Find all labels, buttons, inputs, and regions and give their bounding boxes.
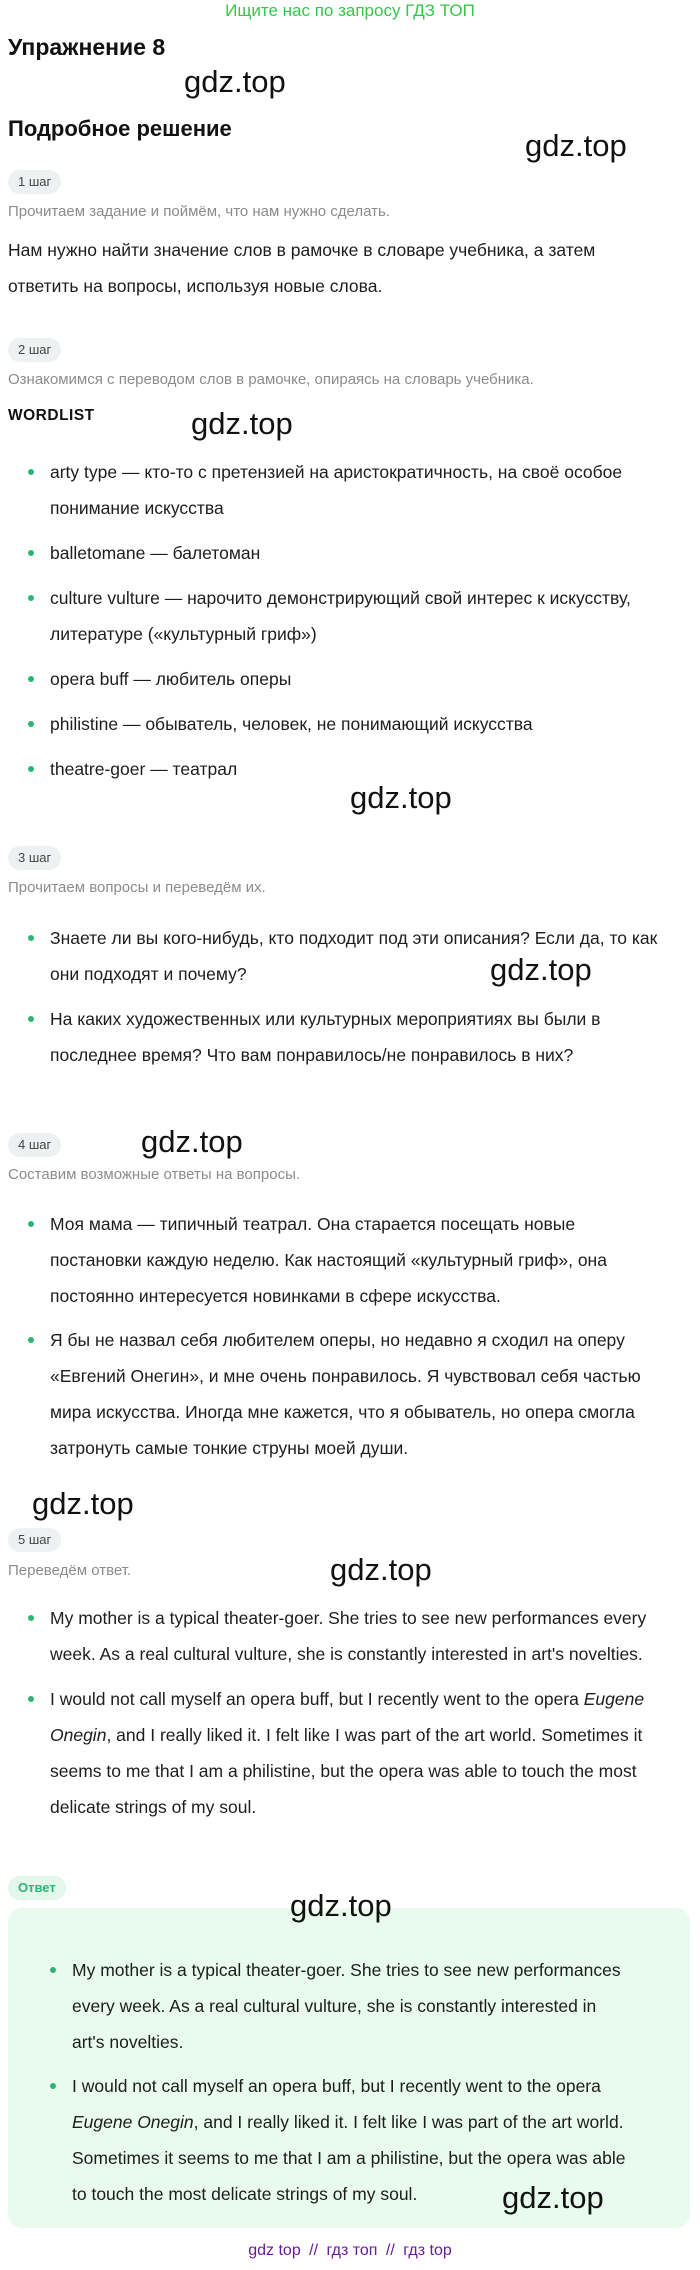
bullet-dot xyxy=(28,676,34,682)
text-line: culture vulture — нарочито демонстрирующий свой интерес к искусству, xyxy=(50,588,631,608)
list-item xyxy=(28,706,690,742)
bullet-dot xyxy=(28,1016,34,1022)
answer-badge: Ответ xyxy=(8,1876,66,1900)
top-banner: Ищите нас по запросу ГДЗ ТОП xyxy=(225,1,475,20)
list-item xyxy=(28,1600,690,1672)
list-item xyxy=(28,661,690,697)
text-line: мира искусства. Иногда мне кажется, что я обыватель, но опера смогла xyxy=(50,1402,635,1422)
text-line: to touch the most delicate strings of my soul. xyxy=(72,2184,418,2204)
step-text xyxy=(8,232,688,304)
watermark: gdz.top xyxy=(141,1124,243,1159)
list-item xyxy=(28,1001,690,1073)
footer xyxy=(0,2242,700,2260)
watermark: gdz.top xyxy=(350,780,452,815)
watermark: gdz.top xyxy=(32,1486,134,1521)
bullet-dot xyxy=(28,721,34,727)
bullet-dot xyxy=(28,1337,34,1343)
text-line: theatre-goer — театрал xyxy=(50,759,238,779)
list-item xyxy=(28,580,690,652)
step-badge: 4 шаг xyxy=(8,1133,61,1157)
bullet-dot xyxy=(28,469,34,475)
answer-item xyxy=(50,1952,680,2060)
text-line: philistine — обыватель, человек, не понимающий искусства xyxy=(50,714,533,734)
bullet-dot xyxy=(28,1221,34,1227)
step-badge: 2 шаг xyxy=(8,338,61,362)
step-badge: 3 шаг xyxy=(8,846,61,870)
text-line: «Евгений Онегин», и мне очень понравилось. Я чувствовал себя частью xyxy=(50,1366,641,1386)
text-line: balletomane — балетоман xyxy=(50,543,261,563)
text-line: My mother is a typical theater-goer. She tries to see new performances every xyxy=(50,1608,647,1628)
text-line: Sometimes it seems to me that I am a philistine, but the opera was able xyxy=(72,2148,626,2168)
footer-link[interactable]: гдз топ xyxy=(326,2242,378,2259)
watermark: gdz.top xyxy=(290,1888,392,1923)
text-line: I would not call myself an opera buff, but I recently went to the opera xyxy=(50,1689,584,1709)
step-badge: 1 шаг xyxy=(8,170,61,194)
text-line: opera buff — любитель оперы xyxy=(50,669,292,689)
text-line: delicate strings of my soul. xyxy=(50,1797,257,1817)
text-line: , and I really liked it. I felt like I was part of the art world. xyxy=(193,2112,624,2132)
text-line: последнее время? Что вам понравилось/не понравилось в них? xyxy=(50,1045,574,1065)
watermark: gdz.top xyxy=(525,128,627,163)
text-line: постановки каждую неделю. Как настоящий «культурный гриф», она xyxy=(50,1250,607,1270)
list-item xyxy=(28,1322,690,1466)
list-item xyxy=(28,1681,690,1825)
wordlist-heading: WORDLIST xyxy=(8,407,95,424)
text-line: затронуть самые тонкие струны моей души. xyxy=(50,1438,409,1458)
bullet-dot xyxy=(28,550,34,556)
opera-title: Eugene xyxy=(583,1689,645,1709)
text-line: art's novelties. xyxy=(72,2032,184,2052)
bullet-dot xyxy=(50,1967,56,1973)
text-line: они подходят и почему? xyxy=(50,964,247,984)
bullet-dot xyxy=(28,935,34,941)
text-line: , and I really liked it. I felt like I was part of the art world. Sometimes it xyxy=(106,1725,643,1745)
page-title: Упражнение 8 xyxy=(8,34,166,60)
bullet-dot xyxy=(28,1615,34,1621)
footer-separator: // xyxy=(385,2242,395,2259)
step-hint: Переведём ответ. xyxy=(8,1562,132,1579)
list-item xyxy=(28,1206,690,1314)
step-hint: Ознакомимся с переводом слов в рамочке, опираясь на словарь учебника. xyxy=(8,371,534,388)
text-line: ответить на вопросы, используя новые слова. xyxy=(8,276,383,296)
text-line: My mother is a typical theater-goer. She tries to see new performances xyxy=(72,1960,621,1980)
footer-link[interactable]: гдз top xyxy=(403,2242,452,2259)
footer-separator: // xyxy=(309,2242,319,2259)
watermark: gdz.top xyxy=(490,952,592,987)
text-line: На каких художественных или культурных мероприятиях вы были в xyxy=(50,1009,601,1029)
watermark: gdz.top xyxy=(191,406,293,441)
bullet-dot xyxy=(50,2083,56,2089)
footer-link[interactable]: gdz top xyxy=(248,2242,301,2259)
bullet-dot xyxy=(28,1696,34,1702)
watermark: gdz.top xyxy=(184,64,286,99)
text-line: Нам нужно найти значение слов в рамочке в словаре учебника, а затем xyxy=(8,240,596,260)
step-badge: 5 шаг xyxy=(8,1528,61,1552)
text-line: литературе («культурный гриф») xyxy=(50,624,317,644)
step-hint: Прочитаем задание и поймём, что нам нужно сделать. xyxy=(8,203,391,220)
bullet-dot xyxy=(28,595,34,601)
text-line: Знаете ли вы кого-нибудь, кто подходит под эти описания? Если да, то как xyxy=(50,928,658,948)
text-line: arty type — кто-то с претензией на аристократичность, на своё особое xyxy=(50,462,623,482)
watermark: gdz.top xyxy=(502,2180,604,2215)
opera-title: Onegin xyxy=(50,1725,107,1745)
text-line: every week. As a real cultural vulture, she is constantly interested in xyxy=(72,1996,597,2016)
text-line: week. As a real cultural vulture, she is constantly interested in art's novelties. xyxy=(50,1644,643,1664)
bullet-dot xyxy=(28,766,34,772)
watermark: gdz.top xyxy=(330,1552,432,1587)
list-item xyxy=(28,535,690,571)
text-line: постоянно интересуется новинками в сфере искусства. xyxy=(50,1286,501,1306)
text-line: Я бы не назвал себя любителем оперы, но недавно я сходил на оперу xyxy=(50,1330,625,1350)
step-hint: Составим возможные ответы на вопросы. xyxy=(8,1166,301,1183)
list-item xyxy=(28,454,690,526)
text-line: I would not call myself an opera buff, but I recently went to the opera xyxy=(72,2076,601,2096)
text-line: seems to me that I am a philistine, but the opera was able to touch the most xyxy=(50,1761,637,1781)
solution-heading: Подробное решение xyxy=(8,116,232,141)
text-line: Моя мама — типичный театрал. Она старается посещать новые xyxy=(50,1214,576,1234)
opera-title: Eugene Onegin xyxy=(72,2112,194,2132)
step-hint: Прочитаем вопросы и переведём их. xyxy=(8,879,266,896)
text-line: понимание искусства xyxy=(50,498,224,518)
